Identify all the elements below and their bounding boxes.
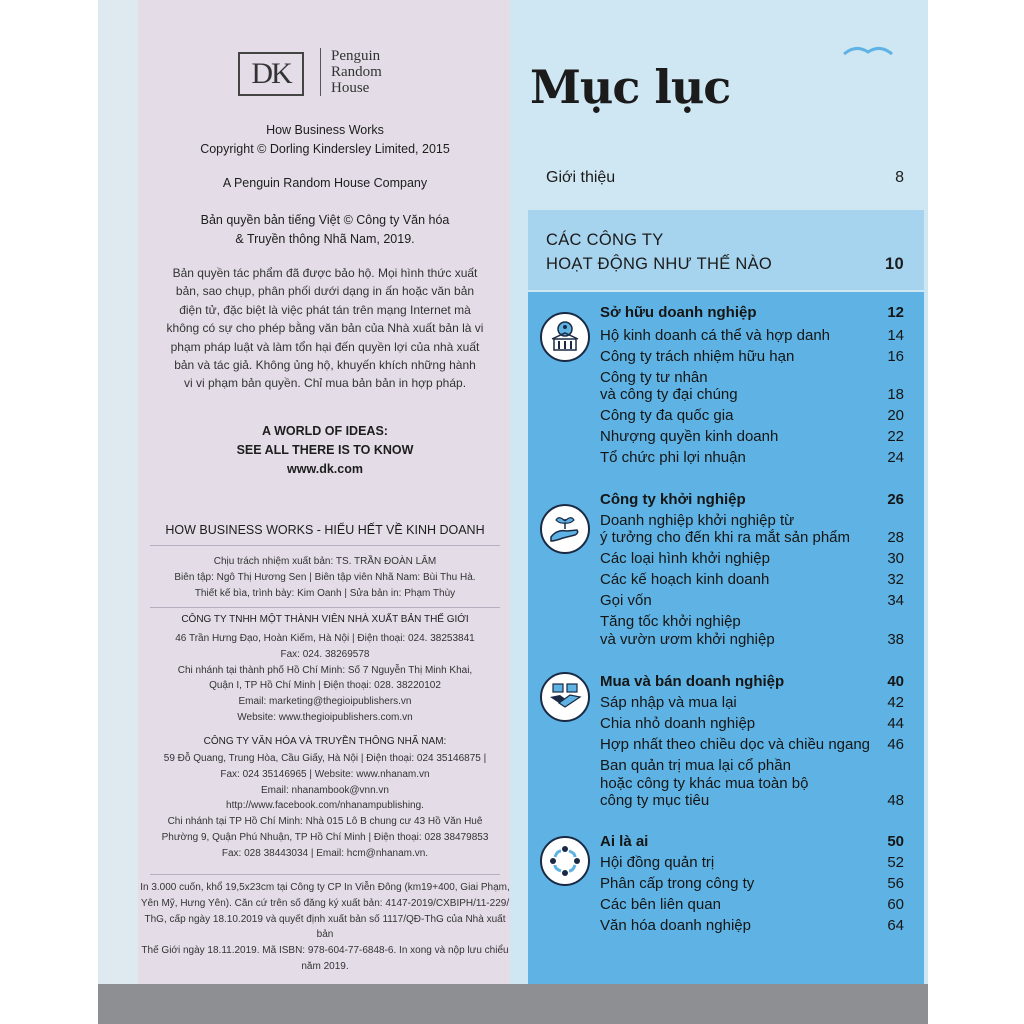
toc-item[interactable]: ý tưởng cho đến khi ra mắt sản phẩm 28	[600, 529, 904, 546]
toc-item[interactable]: Nhượng quyền kinh doanh 22	[600, 428, 904, 445]
toc-section-title[interactable]: Sở hữu doanh nghiệp 12	[600, 304, 904, 321]
toc-item[interactable]: Các bên liên quan 60	[600, 896, 904, 913]
toc-intro-page: 8	[895, 169, 904, 186]
toc-item[interactable]: công ty mục tiêu 48	[600, 792, 904, 809]
toc-section-title[interactable]: Công ty khởi nghiệp 26	[600, 491, 904, 508]
handshake-icon	[540, 672, 590, 722]
toc-item[interactable]: Chia nhỏ doanh nghiệp 44	[600, 715, 904, 732]
people-building-icon	[540, 312, 590, 362]
toc-item[interactable]: và công ty đại chúng 18	[600, 386, 904, 403]
publisher-info: 46 Trần Hưng Đạo, Hoàn Kiếm, Hà Nội | Điện thoại: 024. 38253841 Fax: 024. 38269578 Chi nhánh tại thành phố Hồ Chí Minh: Số 7 Nguyễn Thị Minh Khai, Quận I, TP Hồ Chí Minh | Điện thoại: 028. 38220102 Email: marketing@thegioipublishers.vn Website: www.thegioipublishers.com.vn	[175, 633, 475, 723]
book-title-vn: HOW BUSINESS WORKS - HIỂU HẾT VỀ KINH DOANH	[165, 523, 485, 537]
toc-item[interactable]: Doanh nghiệp khởi nghiệp từ	[600, 512, 795, 529]
dk-logo: DK	[238, 52, 304, 96]
toc-item[interactable]: Gọi vốn 34	[600, 592, 904, 609]
toc-item[interactable]: Hộ kinh doanh cá thể và hợp danh 14	[600, 327, 904, 344]
toc-item[interactable]: Công ty đa quốc gia 20	[600, 407, 904, 424]
divider	[150, 545, 500, 546]
toc-item[interactable]: Tăng tốc khởi nghiệp	[600, 613, 741, 630]
toc-section-title[interactable]: Mua và bán doanh nghiệp 40	[600, 673, 904, 690]
copyright-notice: Bản quyền tác phẩm đã được bảo hộ. Mọi hình thức xuất bản, sao chụp, phân phối dưới dạng in ấn hoặc văn bản điện tử, đặc biệt là việc phát tán trên mạng Internet mà không có sự cho phép bằng văn bản của Nhà xuất bản là vi phạm pháp luật và làm tổn hại đến quyền lợi của nhà xuất bản và tác giả. Không ủng hộ, khuyến khích những hành vi vi phạm bản quyền. Chỉ mua bản bản in hợp pháp.	[166, 266, 484, 391]
bird-decoration-icon	[842, 44, 894, 58]
toc-section-title[interactable]: Ai là ai 50	[600, 833, 904, 850]
toc-item[interactable]: Phân cấp trong công ty 56	[600, 875, 904, 892]
toc-item[interactable]: Công ty tư nhân	[600, 369, 708, 386]
vietnamese-rights: Bản quyền bản tiếng Việt © Công ty Văn hóa & Truyền thông Nhã Nam, 2019.	[200, 213, 450, 246]
publisher-logo	[238, 48, 408, 100]
nhanam-name: CÔNG TY VĂN HÓA VÀ TRUYỀN THÔNG NHÃ NAM:	[203, 736, 447, 747]
book-copyright: How Business Works Copyright © Dorling Kindersley Limited, 2015	[200, 123, 450, 156]
nhanam-info: 59 Đỗ Quang, Trung Hòa, Cầu Giấy, Hà Nội | Điện thoại: 024 35146875 | Fax: 024 35146965 | Website: www.nhanam.vn Email: nhanambook@vnn.vn http://www.facebook.com/nhanampublishing. Chi nhánh tại TP Hồ Chí Minh: Nhà 015 Lô B chung cư 43 Hồ Văn Huê Phường 9, Quận Phú Nhuận, TP Hồ Chí Minh | Điện thoại: 028 38479853 Fax: 028 38443034 | Email: hcm@nhanam.vn.	[161, 753, 489, 859]
hand-sprout-icon	[540, 504, 590, 554]
toc-item[interactable]: Sáp nhập và mua lại 42	[600, 694, 904, 711]
toc-item[interactable]: Hợp nhất theo chiều dọc và chiều ngang 46	[600, 736, 904, 753]
left-page-edge	[98, 0, 138, 984]
print-info: In 3.000 cuốn, khổ 19,5x23cm tại Công ty CP In Viễn Đông (km19+400, Giai Phạm, Yên Mỹ, Hưng Yên). Căn cứ trên số đăng ký xuất bản: 4147-2019/CXBIPH/11-229/ ThG, cấp ngày 18.10.2019 và quyết định xuất bản số 1117/QĐ-ThG của Nhà xuất bản Thế Giới ngày 18.11.2019. Mã ISBN: 978-604-77-6848-6. In xong và nộp lưu chiểu năm 2019.	[140, 882, 510, 972]
toc-item[interactable]: và vườn ươm khởi nghiệp 38	[600, 631, 904, 648]
prh-logo-text: Penguin Random House	[320, 48, 382, 96]
company-line: A Penguin Random House Company	[222, 176, 428, 190]
bottom-strip	[98, 984, 928, 1024]
chapter-title-line: HOẠT ĐỘNG NHƯ THẾ NÀO	[546, 255, 773, 273]
toc-item[interactable]: hoặc công ty khác mua toàn bộ	[600, 775, 809, 792]
divider	[150, 874, 500, 875]
toc-item[interactable]: Tổ chức phi lợi nhuận 24	[600, 449, 904, 466]
divider	[150, 607, 500, 608]
chapter-title-line: CÁC CÔNG TY	[546, 231, 664, 249]
toc-intro-label: Giới thiệu	[546, 169, 616, 186]
toc-title: Mục lục	[530, 60, 731, 114]
toc-item[interactable]: Ban quản trị mua lại cổ phần	[600, 757, 791, 774]
team-cycle-icon	[540, 836, 590, 886]
publisher-name: CÔNG TY TNHH MỘT THÀNH VIÊN NHÀ XUẤT BẢN THẾ GIỚI	[181, 614, 469, 625]
toc-item[interactable]: Công ty trách nhiệm hữu hạn 16	[600, 348, 904, 365]
toc-item[interactable]: Văn hóa doanh nghiệp 64	[600, 917, 904, 934]
motto: A WORLD OF IDEAS: SEE ALL THERE IS TO KNOW www.dk.com	[236, 424, 414, 476]
toc-item[interactable]: Các kế hoạch kinh doanh 32	[600, 571, 904, 588]
toc-item[interactable]: Các loại hình khởi nghiệp 30	[600, 550, 904, 567]
chapter-page: 10	[885, 255, 904, 273]
toc-intro[interactable]	[546, 169, 904, 187]
credits: Chịu trách nhiệm xuất bản: TS. TRẦN ĐOÀN LÂM Biên tập: Ngô Thị Hương Sen | Biên tập viên Nhã Nam: Bùi Thu Hà. Thiết kế bìa, trình bày: Kim Oanh | Sửa bản in: Phạm Thùy	[174, 556, 476, 599]
toc-chapter[interactable]	[546, 228, 904, 276]
toc-item[interactable]: Hội đồng quản trị 52	[600, 854, 904, 871]
